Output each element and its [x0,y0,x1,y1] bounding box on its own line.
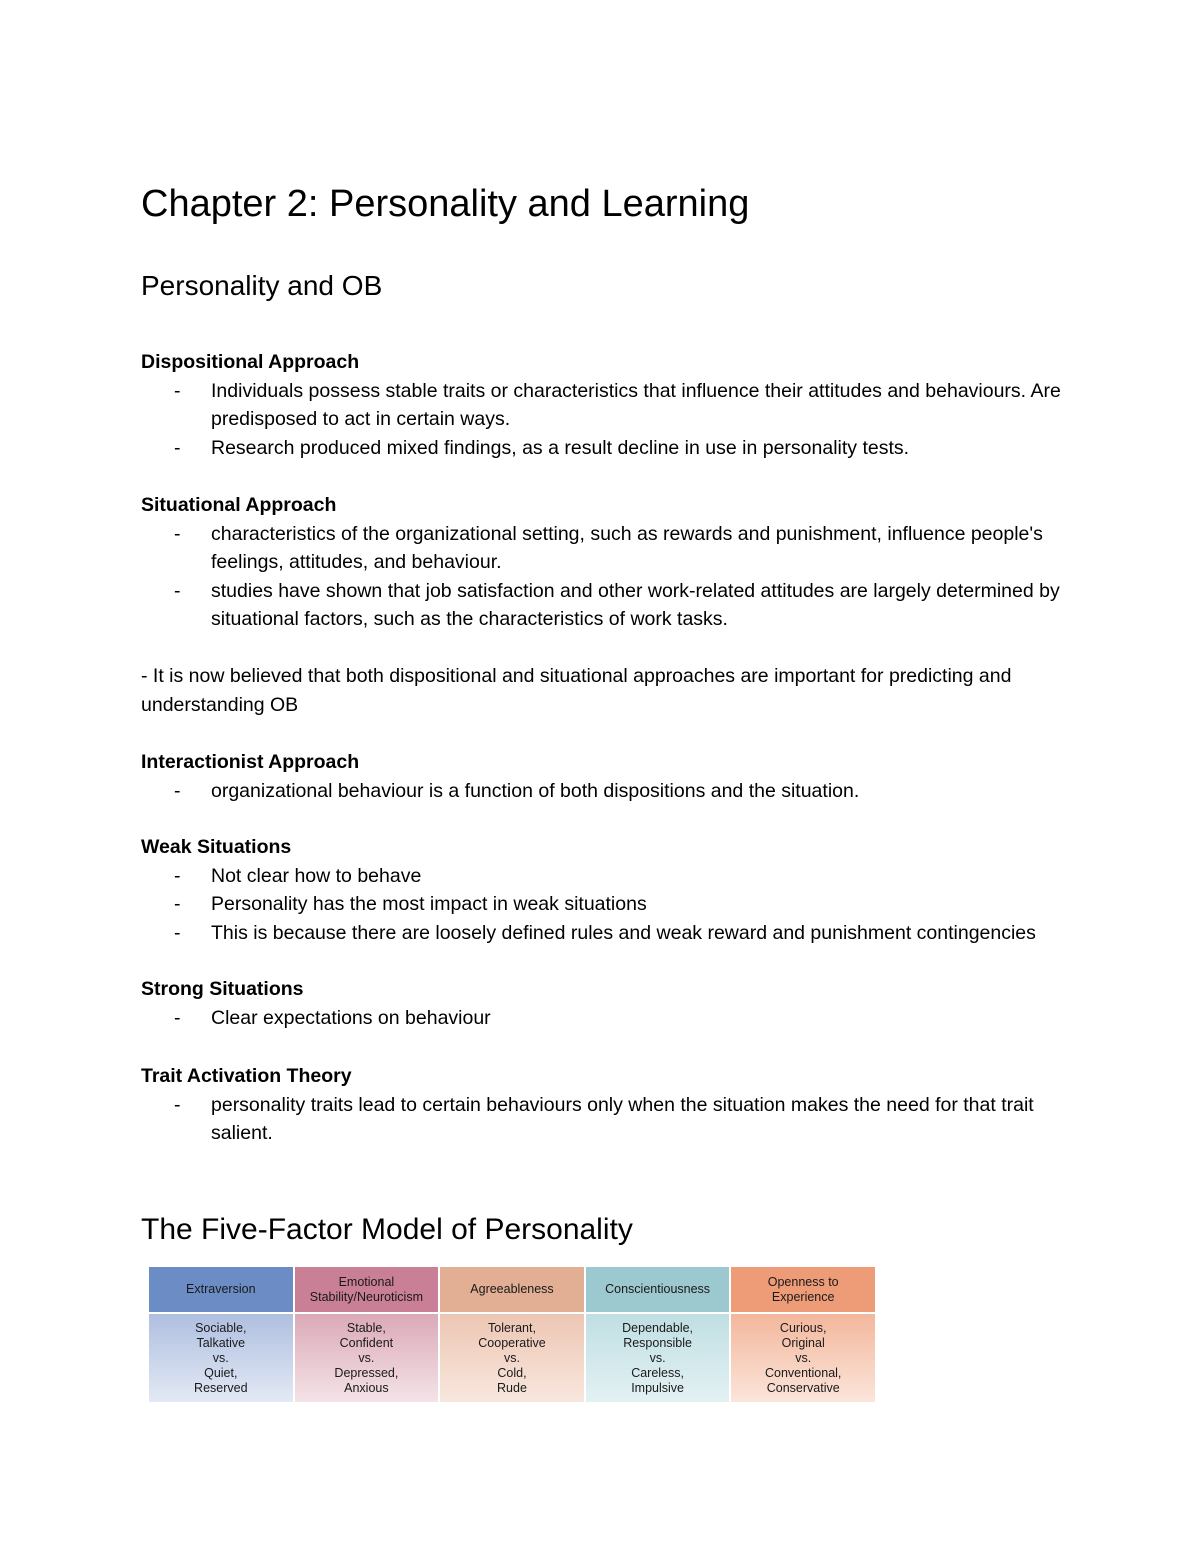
strong-situations-section [141,975,1061,1032]
list-item [141,777,1061,806]
bullet-list [141,520,1061,634]
trait-description-extraversion: Sociable, Talkative vs. Quiet, Reserved [149,1314,293,1402]
list-item-text: characteristics of the organizational setting, such as rewards and punishment, influence people's feelings, attitudes, and behaviour. [211,522,1043,573]
bullet-list [141,1091,1061,1148]
bullet-marker: - [174,921,181,944]
bullet-list [141,777,1061,806]
bullet-marker: - [174,864,181,887]
trait-activation-section [141,1062,1061,1148]
bullet-marker: - [174,1006,181,1029]
weak-situations-section [141,833,1061,947]
list-item-text: Not clear how to behave [211,864,422,887]
list-item-text: This is because there are loosely defined rules and weak reward and punishment contingencies [211,921,1036,944]
list-item [141,520,1061,577]
five-factor-table [149,1267,875,1400]
list-item-text: Research produced mixed findings, as a result decline in use in personality tests. [211,436,910,459]
bullet-marker: - [174,893,181,915]
situational-section [141,491,1061,634]
bullet-marker: - [174,436,181,459]
section-title: Interactionist Approach [141,751,360,773]
list-item-text: personality traits lead to certain behaviours only when the situation makes the need for that trait salient. [211,1093,1034,1144]
list-item [141,377,1061,434]
dispositional-section [141,348,1061,462]
list-item [141,1091,1061,1148]
section-heading: Personality and OB [141,270,383,301]
trait-header-extraversion: Extraversion [149,1267,293,1312]
trait-description-conscientiousness: Dependable, Responsible vs. Careless, Impulsive [586,1314,730,1402]
list-item [141,434,1061,463]
bullet-list [141,862,1061,948]
bullet-marker: - [174,579,181,602]
list-item-text: studies have shown that job satisfaction and other work-related attitudes are largely determined by situational factors, such as the characteristics of work tasks. [211,579,1060,630]
interactionist-section [141,748,1061,805]
section-title: Strong Situations [141,978,304,1000]
section-title: Situational Approach [141,494,337,516]
trait-description-agreeableness: Tolerant, Cooperative vs. Cold, Rude [440,1314,584,1402]
list-item-text: Individuals possess stable traits or characteristics that influence their attitudes and behaviours. Are predisposed to act in certain ways. [211,379,1061,430]
bullet-marker: - [174,379,181,402]
bullet-list [141,377,1061,463]
list-item [141,1004,1061,1033]
list-item [141,862,1061,891]
five-factor-heading: The Five-Factor Model of Personality [141,1213,633,1246]
trait-description-emotional-stability: Stable, Confident vs. Depressed, Anxious [295,1314,439,1402]
bullet-marker: - [174,1093,181,1116]
list-item [141,577,1061,634]
list-item-text: Clear expectations on behaviour [211,1006,491,1029]
list-item [141,890,1061,919]
bullet-marker: - [174,779,181,802]
list-item [141,919,1061,948]
trait-description-openness: Curious, Original vs. Conventional, Conservative [731,1314,875,1402]
trait-header-agreeableness: Agreeableness [440,1267,584,1312]
trait-header-emotional-stability: Emotional Stability/Neuroticism [295,1267,439,1312]
section-title: Trait Activation Theory [141,1065,352,1087]
list-item-text: Personality has the most impact in weak situations [211,893,647,915]
page-title: Chapter 2: Personality and Learning [141,183,750,225]
trait-header-conscientiousness: Conscientiousness [586,1267,730,1312]
section-title: Dispositional Approach [141,351,360,373]
section-title: Weak Situations [141,836,292,858]
bullet-list [141,1004,1061,1033]
trait-header-openness: Openness to Experience [731,1267,875,1312]
bullet-marker: - [174,522,181,545]
list-item-text: organizational behaviour is a function of both dispositions and the situation. [211,779,860,802]
belief-paragraph: - It is now believed that both dispositional and situational approaches are important for predicting and understanding OB [141,665,1012,716]
